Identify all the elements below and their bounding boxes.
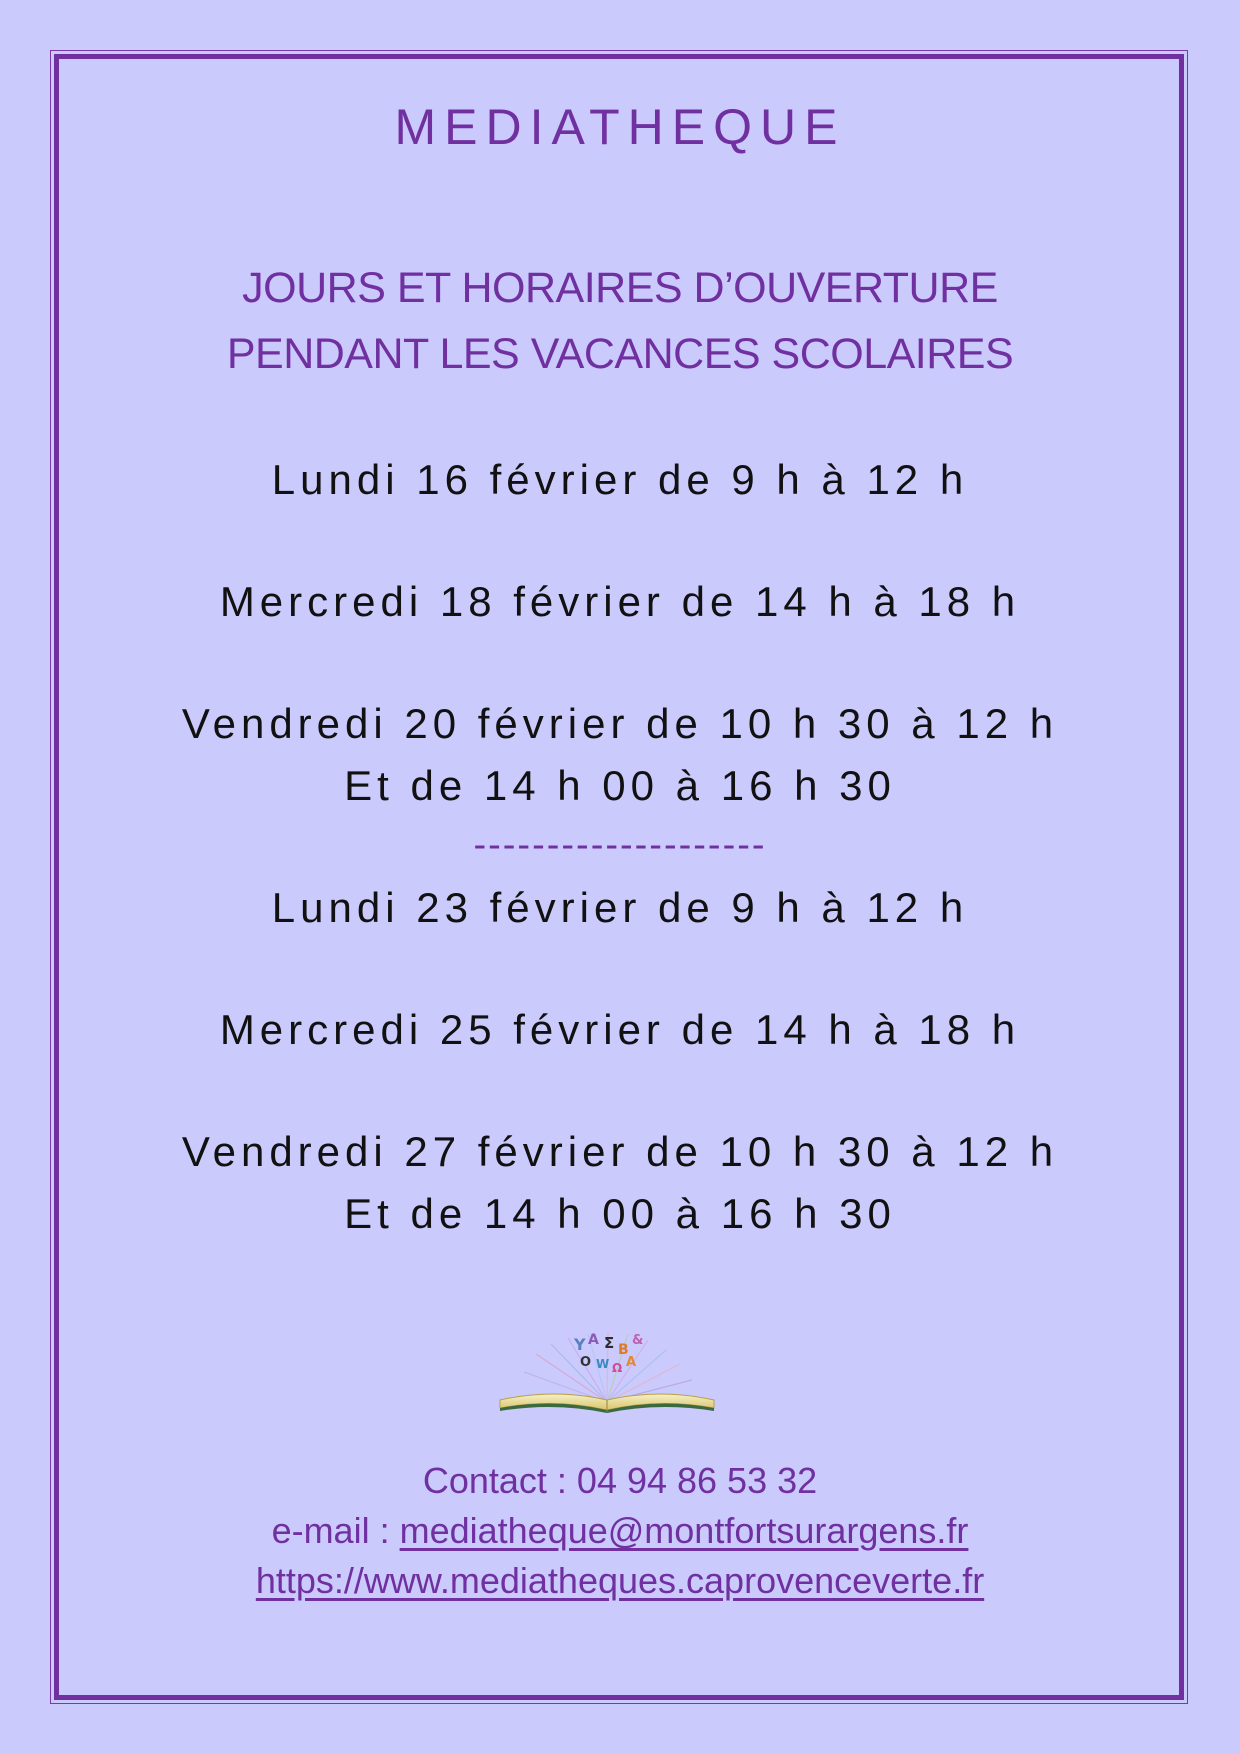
schedule-line: Lundi 23 février de 9 h à 12 h: [271, 884, 969, 931]
email-link[interactable]: mediatheque@montfortsurargens.fr: [399, 1510, 969, 1551]
schedule-line: Mercredi 18 février de 14 h à 18 h: [219, 578, 1021, 625]
subtitle-line-2: PENDANT LES VACANCES SCOLAIRES: [226, 330, 1014, 378]
open-book-with-letters-icon: [496, 1314, 718, 1414]
website-link[interactable]: https://www.mediatheques.caprovenceverte.fr: [255, 1560, 985, 1601]
svg-text:B: B: [618, 1342, 629, 1358]
svg-text:A: A: [626, 1355, 637, 1370]
schedule-line: Vendredi 20 février de 10 h 30 à 12 h: [181, 700, 1059, 747]
contact-email-line: [0, 1510, 1240, 1552]
svg-text:O: O: [580, 1355, 592, 1370]
contact-phone: Contact : 04 94 86 53 32: [422, 1460, 818, 1501]
schedule-line: Et de 14 h 00 à 16 h 30: [344, 1190, 896, 1237]
email-label: e-mail :: [271, 1510, 400, 1551]
svg-text:A: A: [588, 1332, 599, 1348]
page-title: MEDIATHEQUE: [394, 99, 846, 155]
schedule-line: Lundi 16 février de 9 h à 12 h: [271, 456, 969, 503]
contact-website-line: [0, 1560, 1240, 1602]
svg-text:W: W: [596, 1357, 610, 1371]
svg-text:Ʃ: Ʃ: [604, 1334, 615, 1352]
subtitle-line-1: JOURS ET HORAIRES D’OUVERTURE: [242, 264, 998, 312]
separator: --------------------: [473, 824, 767, 866]
schedule-line: Mercredi 25 février de 14 h à 18 h: [219, 1006, 1021, 1053]
schedule-line: Vendredi 27 février de 10 h 30 à 12 h: [181, 1128, 1059, 1175]
svg-text:Y: Y: [574, 1335, 586, 1354]
svg-text:&: &: [632, 1333, 644, 1348]
svg-text:Ω: Ω: [612, 1361, 623, 1375]
schedule-line: Et de 14 h 00 à 16 h 30: [344, 762, 896, 809]
